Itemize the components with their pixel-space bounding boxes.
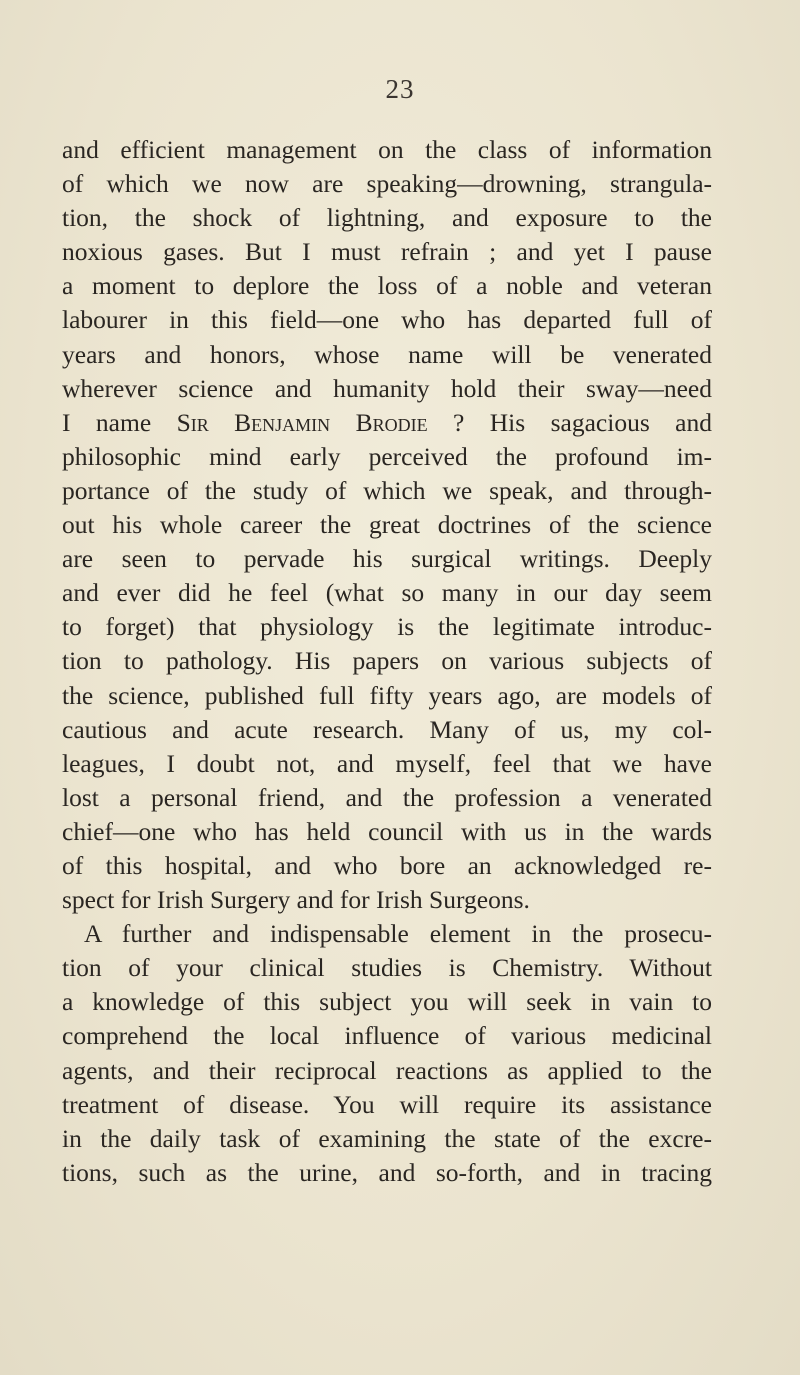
paragraph-end-line: spect for Irish Surgery and for Irish Surgeons. [62,885,530,915]
text-line: chief—one who has held council with us in the wards [62,816,712,846]
text-line: tion, the shock of lightning, and exposure to the [62,203,712,233]
text-line: out his whole career the great doctrines of the science [62,510,712,540]
text-line: and efficient management on the class of information [62,135,712,164]
text-line-with-name [62,406,712,440]
body-text [62,133,712,1190]
text-line: tion to pathology. His papers on various subjects of [62,646,712,676]
text-line: and ever did he feel (what so many in our day seem [62,578,712,608]
text-line: of which we now are speaking—drowning, strangula- [62,169,712,199]
text-line: lost a personal friend, and the profession a venerated [62,782,712,812]
text-line: portance of the study of which we speak, and through- [62,475,712,505]
text-line: a moment to deplore the loss of a noble and veteran [62,271,712,301]
text-line: in the daily task of examining the state of the excre- [62,1123,712,1153]
text-line: wherever science and humanity hold their sway—need [62,373,712,403]
text-line: treatment of disease. You will require its assistance [62,1089,712,1119]
text-line: tion of your clinical studies is Chemistry. Without [62,953,712,983]
text-fragment: I name [62,407,177,437]
text-fragment: ? His sagacious and [427,407,712,437]
text-line: agents, and their reciprocal reactions as applied to the [62,1055,712,1085]
text-line: cautious and acute research. Many of us, my col- [62,714,712,744]
text-line: of this hospital, and who bore an acknowledged re- [62,850,712,880]
text-line: philosophic mind early perceived the profound im- [62,441,712,471]
paragraph-start-line: A further and indispensable element in the prosecu- [84,919,712,949]
text-line: to forget) that physiology is the legitimate introduc- [62,612,712,642]
text-line: are seen to pervade his surgical writings. Deeply [62,544,712,574]
page-number: 23 [385,74,415,104]
text-line: tions, such as the urine, and so-forth, and in tracing [62,1157,712,1187]
text-line: a knowledge of this subject you will seek in vain to [62,987,712,1017]
text-line: comprehend the local influence of various medicinal [62,1021,712,1051]
text-line: labourer in this field—one who has departed full of [62,305,712,335]
text-line: leagues, I doubt not, and myself, feel that we have [62,748,712,778]
text-line: the science, published full fifty years ago, are models of [62,680,712,710]
text-line: noxious gases. But I must refrain ; and yet I pause [62,237,712,267]
text-line: years and honors, whose name will be venerated [62,339,712,369]
person-name: Sir Benjamin Brodie [176,407,428,437]
